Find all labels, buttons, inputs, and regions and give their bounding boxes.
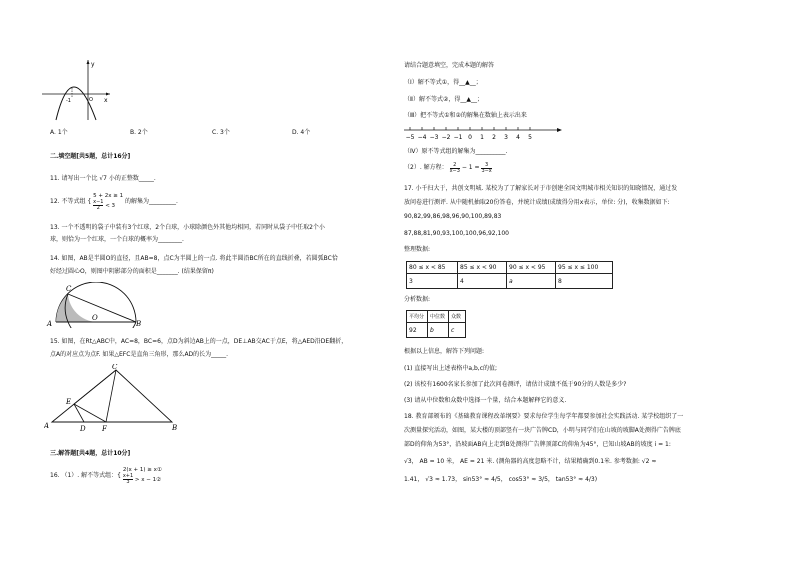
- q10-option-a: A. 1个: [50, 129, 68, 136]
- answer-label: 根据以上信息，解答下列问题:: [404, 348, 485, 355]
- freq-value: 4: [458, 274, 507, 289]
- q17-part1: (1) 直接写出上述表格中a,b,c的值;: [404, 365, 498, 372]
- fig15-label-c: C: [112, 364, 118, 371]
- q17-data1: 90,82,99,86,98,96,90,100,89,83: [404, 213, 502, 220]
- frequency-table: [406, 261, 613, 289]
- statistics-table: [406, 310, 466, 338]
- freq-value: a: [507, 274, 556, 289]
- fig15-label-a: A: [44, 422, 50, 430]
- fig14-label-o: O: [92, 314, 98, 322]
- q16-ineq2-tail: > x − 1②: [134, 477, 162, 483]
- fig10-origin-label: O: [89, 97, 93, 103]
- freq-header: 90 ≤ x < 95: [507, 262, 556, 274]
- number-line-tick-label: 5: [528, 134, 532, 141]
- q13-line1: 13. 一个不透明的袋子中装有3个红球，2个白球，小球除颜色外其他均相同，若同时从袋子中任取2个小: [50, 224, 325, 231]
- q18-line2: 次测量探究活动，如图，某大楼的顶部竖有一块广告牌CD，小明与同学们在山坡的坡脚A处测得广告牌底: [404, 427, 681, 434]
- q17-part2: (2) 该校有1600名家长参加了此次问卷测评，请估计成绩不低于90分的人数是多少?: [404, 381, 627, 388]
- q12-suffix: 的解集为_________.: [125, 198, 178, 205]
- number-line-tick-label: −2: [441, 134, 451, 141]
- q16-intro: 请结合题意填空，完成本题的解答: [404, 62, 495, 69]
- q17-line1: 17. 小千扫大于，共创文明城. 某校为了了解家长对于市创建全国文明城市相关知识的知晓情况，通过发: [404, 185, 678, 192]
- part2-f2-den: 3−x: [481, 167, 492, 174]
- stats-value: c: [449, 323, 466, 338]
- number-line-arrow: [557, 128, 562, 132]
- q11-text: 11. 请写出一个比 √7 小的正整数_____.: [50, 175, 156, 182]
- parabola-figure: [40, 58, 112, 122]
- fig14-label-a: A: [47, 320, 53, 328]
- sort-label: 整理数据:: [404, 246, 431, 253]
- number-line-tick-label: 2: [492, 134, 496, 141]
- number-line-tick-label: 1: [480, 134, 484, 141]
- triangle-figure: [44, 364, 184, 434]
- part2-prefix: （2）. 解方程：: [404, 164, 448, 171]
- part2-f1-den: x−3: [449, 167, 460, 174]
- q18-line4: √3， AB = 10 米， AE = 21 米. (测角器的高度忽略不计，结果精确到0.1米. 参考数据: √2 ≈: [404, 458, 657, 465]
- q10-option-d: D. 4个: [292, 129, 311, 136]
- part2-mid: − 1 =: [461, 164, 480, 171]
- analysis-label: 分析数据:: [404, 296, 431, 303]
- q17-line2: 放问卷进行测评. 从中随机抽取20份答卷，并统计成绩(成绩得分用x表示，单位: 分)，收集数据如下:: [404, 199, 670, 206]
- section2-header: 二.填空题[共5题，总计16分]: [50, 153, 131, 160]
- number-line-tick-label: −3: [429, 134, 439, 141]
- q16-ineq1: 2(x + 1) ≥ x①: [122, 467, 162, 473]
- q18-line3: 部D的仰角为53°，沿坡面AB向上走到B处测得广告牌顶部C的仰角为45°，已知山坡AB的坡度 i = 1:: [404, 441, 671, 448]
- fig15-label-d: D: [80, 425, 86, 433]
- q16-text: [50, 466, 162, 485]
- freq-value: 8: [556, 274, 613, 289]
- q10-option-c: C. 3个: [212, 129, 230, 136]
- semicircle-figure: [44, 282, 144, 328]
- q16-step1: （Ⅰ）解不等式①，得__▲__；: [404, 79, 482, 86]
- q12-ineq2-tail: < 3: [105, 203, 116, 209]
- fig14-label-b: B: [136, 320, 142, 328]
- stats-value: 92: [407, 323, 428, 338]
- q16-step4: （Ⅳ）原不等式组的解集为__________.: [404, 148, 508, 155]
- fig10-x-label: x: [104, 97, 108, 104]
- q15-line1: 15. 如图，在Rt△ABC中，AC=8，BC=6，点D为斜边AB上的一点，DE⊥AB交AC于点E，将△AED沿DE翻折，: [50, 338, 348, 345]
- q12-num: x−1: [93, 199, 104, 205]
- q16-prefix: 16. （1）. 解不等式组：{: [50, 472, 121, 479]
- q18-line1: 18. 教育部颁布的《基础教育课程改革纲要》要求每位学生每学年都要参加社会实践活动. 某学校组织了一: [404, 413, 684, 420]
- stats-header: 众数: [449, 311, 466, 323]
- q16-step3: （Ⅲ）把不等式①和②的解集在数轴上表示出来: [404, 112, 527, 119]
- stats-value: b: [428, 323, 449, 338]
- q12-prefix: 12. 不等式组 {: [50, 198, 92, 205]
- q12-ineq1: 5 + 2x ≥ 1: [93, 193, 124, 199]
- part2-f1-num: 2: [450, 163, 460, 169]
- q17-part3: (3) 请从中位数和众数中选择一个量，结合本题解释它的意义.: [404, 397, 567, 404]
- q10-option-b: B. 2个: [130, 129, 148, 136]
- fig10-neg-label: -1: [66, 98, 71, 104]
- fig10-y-label: y: [91, 61, 95, 68]
- q16-part2: [404, 162, 492, 175]
- q14-line2: 好经过圆心O，则图中阴影部分的面积是_______. (结果保留π): [50, 268, 214, 275]
- stats-header: 平均分: [407, 311, 428, 323]
- part2-f2-num: 3: [481, 163, 491, 169]
- number-line-tick-label: 4: [516, 134, 520, 141]
- fig14-label-c: C: [66, 285, 72, 293]
- q13-line2: 球，则恰为一个红球，一个白球的概率为________.: [50, 236, 184, 243]
- stats-header: 中位数: [428, 311, 449, 323]
- number-line-tick-label: 3: [504, 134, 508, 141]
- freq-value: 3: [407, 274, 458, 289]
- freq-header: 95 ≤ x ≤ 100: [556, 262, 613, 274]
- q16-num: x+1: [122, 473, 134, 479]
- q12-den: 2: [96, 205, 100, 211]
- section3-header: 三.解答题[共4题，总计10分]: [50, 450, 131, 457]
- number-line-tick-label: −1: [453, 134, 463, 141]
- q14-line1: 14. 如图，AB是半圆O的直径，且AB=8，点C为半圆上的一点. 将此半圆沿BC所在的直线折叠，若圆弧BC恰: [50, 255, 338, 262]
- number-line: [404, 122, 564, 146]
- fig15-label-e: E: [66, 398, 72, 406]
- number-line-tick-label: 0: [468, 134, 472, 141]
- q18-line5: 1.41， √3 ≈ 1.73， sin53° ≈ 4/5， cos53° ≈ 3/5， tan53° ≈ 4/3): [404, 476, 598, 483]
- freq-header: 85 ≤ x < 90: [458, 262, 507, 274]
- freq-header: 80 ≤ x < 85: [407, 262, 458, 274]
- fig15-label-f: F: [102, 425, 107, 433]
- q16-den: 3: [126, 479, 130, 485]
- q17-data2: 87,88,81,90,93,100,100,96,92,100: [404, 230, 509, 237]
- q12-text: [50, 192, 178, 211]
- q16-step2: （Ⅱ）解不等式②，得__▲__；: [404, 96, 483, 103]
- fig15-label-b: B: [172, 424, 178, 432]
- number-line-tick-label: −4: [417, 134, 427, 141]
- q15-line2: 点A的对应点为点F. 如果△EFC是直角三角形，那么AD的长为_____.: [50, 351, 229, 358]
- number-line-tick-label: −5: [405, 134, 415, 141]
